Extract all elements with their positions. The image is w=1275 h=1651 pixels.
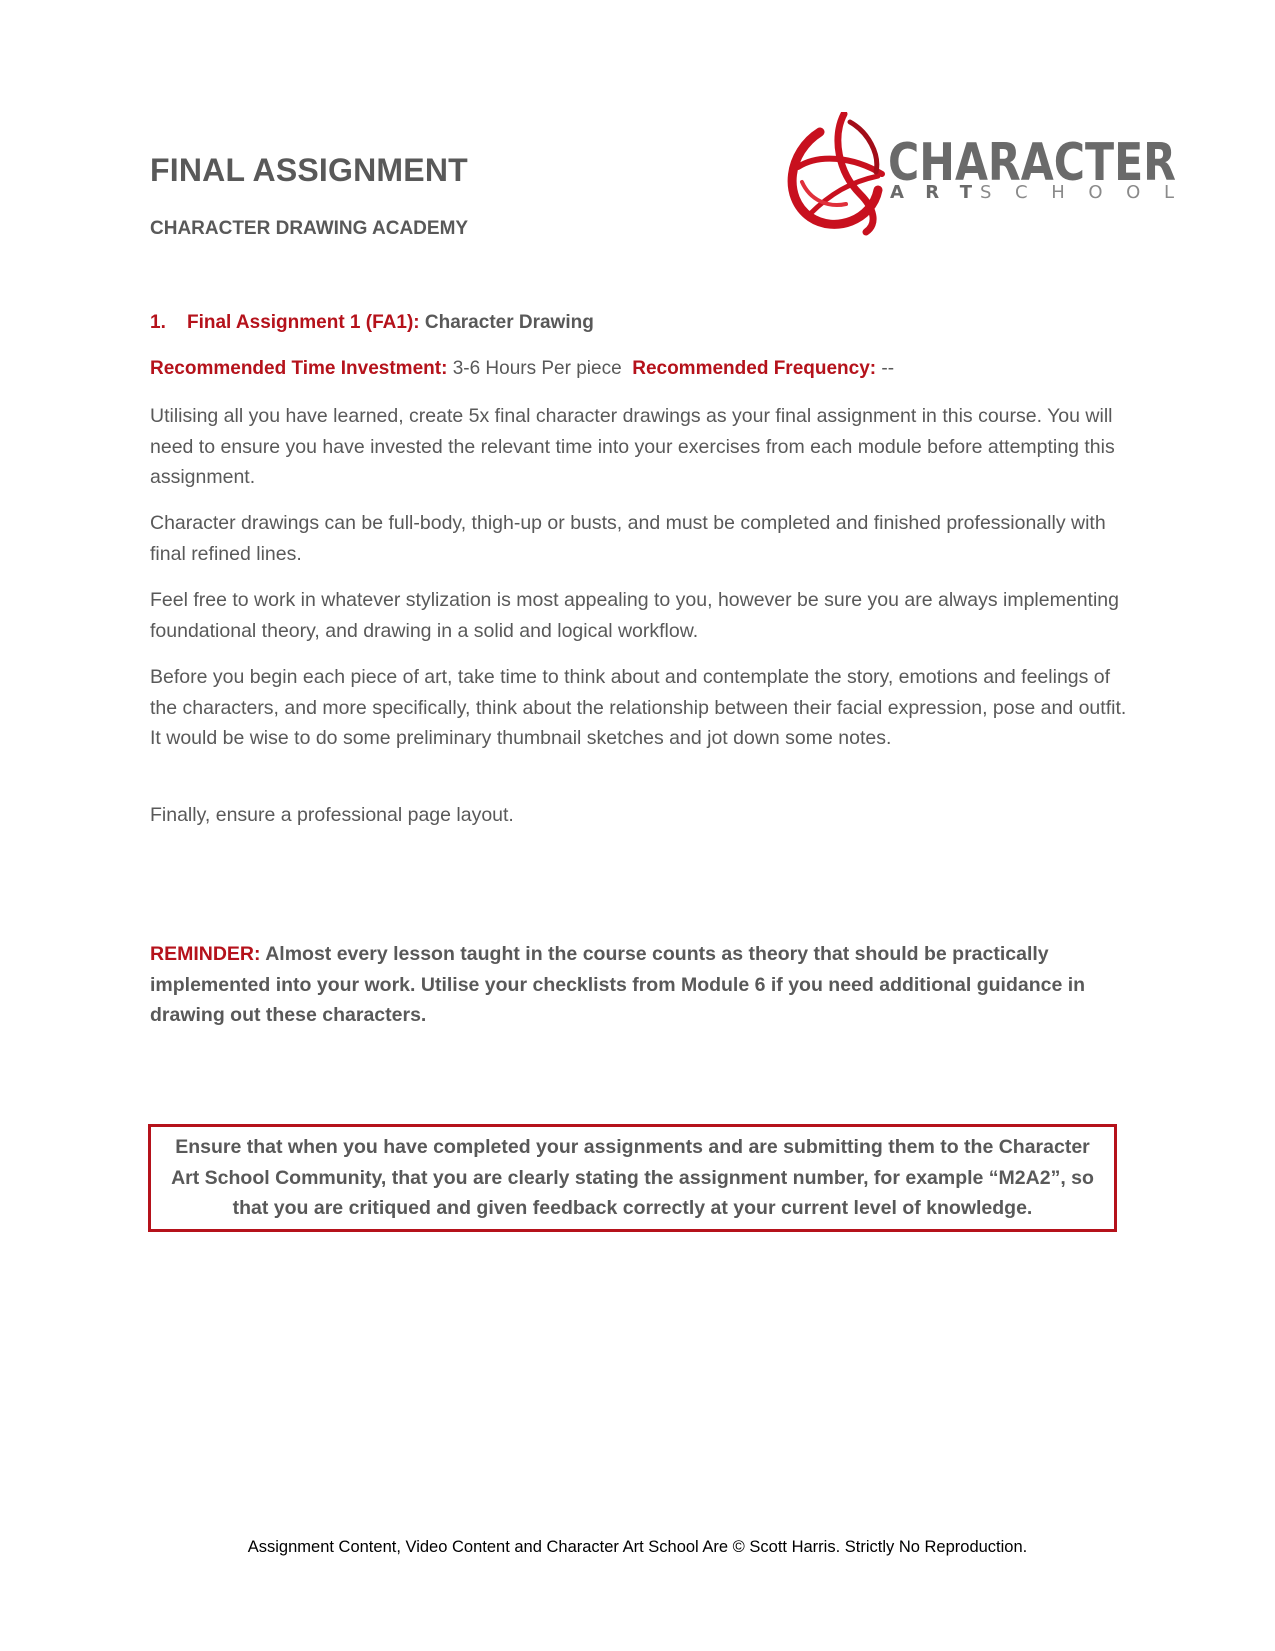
character-art-school-logo (780, 112, 1180, 242)
reminder-label: REMINDER: (150, 943, 261, 965)
assignment-number: 1. (150, 312, 166, 333)
character-art-school-logo-icon (780, 112, 1180, 242)
page-subtitle: CHARACTER DRAWING ACADEMY (150, 218, 469, 239)
page-title: FINAL ASSIGNMENT (150, 152, 468, 188)
frequency-label: Recommended Frequency: (632, 358, 877, 379)
assignment-heading (150, 312, 594, 334)
assignment-meta (150, 358, 894, 380)
logo-wordmark-art: ART (890, 182, 972, 203)
assignment-label: Final Assignment 1 (FA1): (187, 312, 420, 333)
reminder-note (150, 939, 1130, 1031)
frequency-value: -- (881, 358, 895, 379)
body-paragraph: Before you begin each piece of art, take time to think about and contemplate the story, emotions and feelings of the characters, and more specifically, think about the relationship between their facial expression, pose and outfit. It would be wise to do some preliminary thumbnail sketches and jot down some notes. (150, 666, 1127, 749)
body-paragraph: Finally, ensure a professional page layout. (150, 804, 514, 826)
submission-notice-text: Ensure that when you have completed your assignments and are submitting them to the Character Art School Community, that you are clearly stating the assignment number, for example “M2A2”, so that you are critiqued and given feedback correctly at your current level of knowledge. (171, 1136, 1094, 1220)
body-paragraph: Utilising all you have learned, create 5x final character drawings as your final assignment in this course. You will need to ensure you have invested the relevant time into your exercises from each module before attempting this assignment. (150, 405, 1115, 488)
logo-wordmark-school: SCHOOL (980, 182, 1174, 203)
submission-notice-box (148, 1124, 1117, 1232)
time-investment-label: Recommended Time Investment: (150, 358, 448, 379)
copyright-footer: Assignment Content, Video Content and Character Art School Are © Scott Harris. Strictly No Reproduction. (247, 1538, 1028, 1556)
reminder-text: Almost every lesson taught in the course counts as theory that should be practically implemented into your work. Utilise your checklists from Module 6 if you need additional guidance in drawing out these characters. (150, 943, 1086, 1026)
logo-wordmark-character: CHARACTER (888, 133, 1176, 193)
time-investment-value: 3-6 Hours Per piece (452, 358, 622, 379)
assignment-name: Character Drawing (424, 312, 594, 333)
body-paragraph: Feel free to work in whatever stylization is most appealing to you, however be sure you are always implementing foundational theory, and drawing in a solid and logical workflow. (150, 589, 1119, 642)
body-paragraph: Character drawings can be full-body, thigh-up or busts, and must be completed and finished professionally with final refined lines. (150, 512, 1106, 565)
